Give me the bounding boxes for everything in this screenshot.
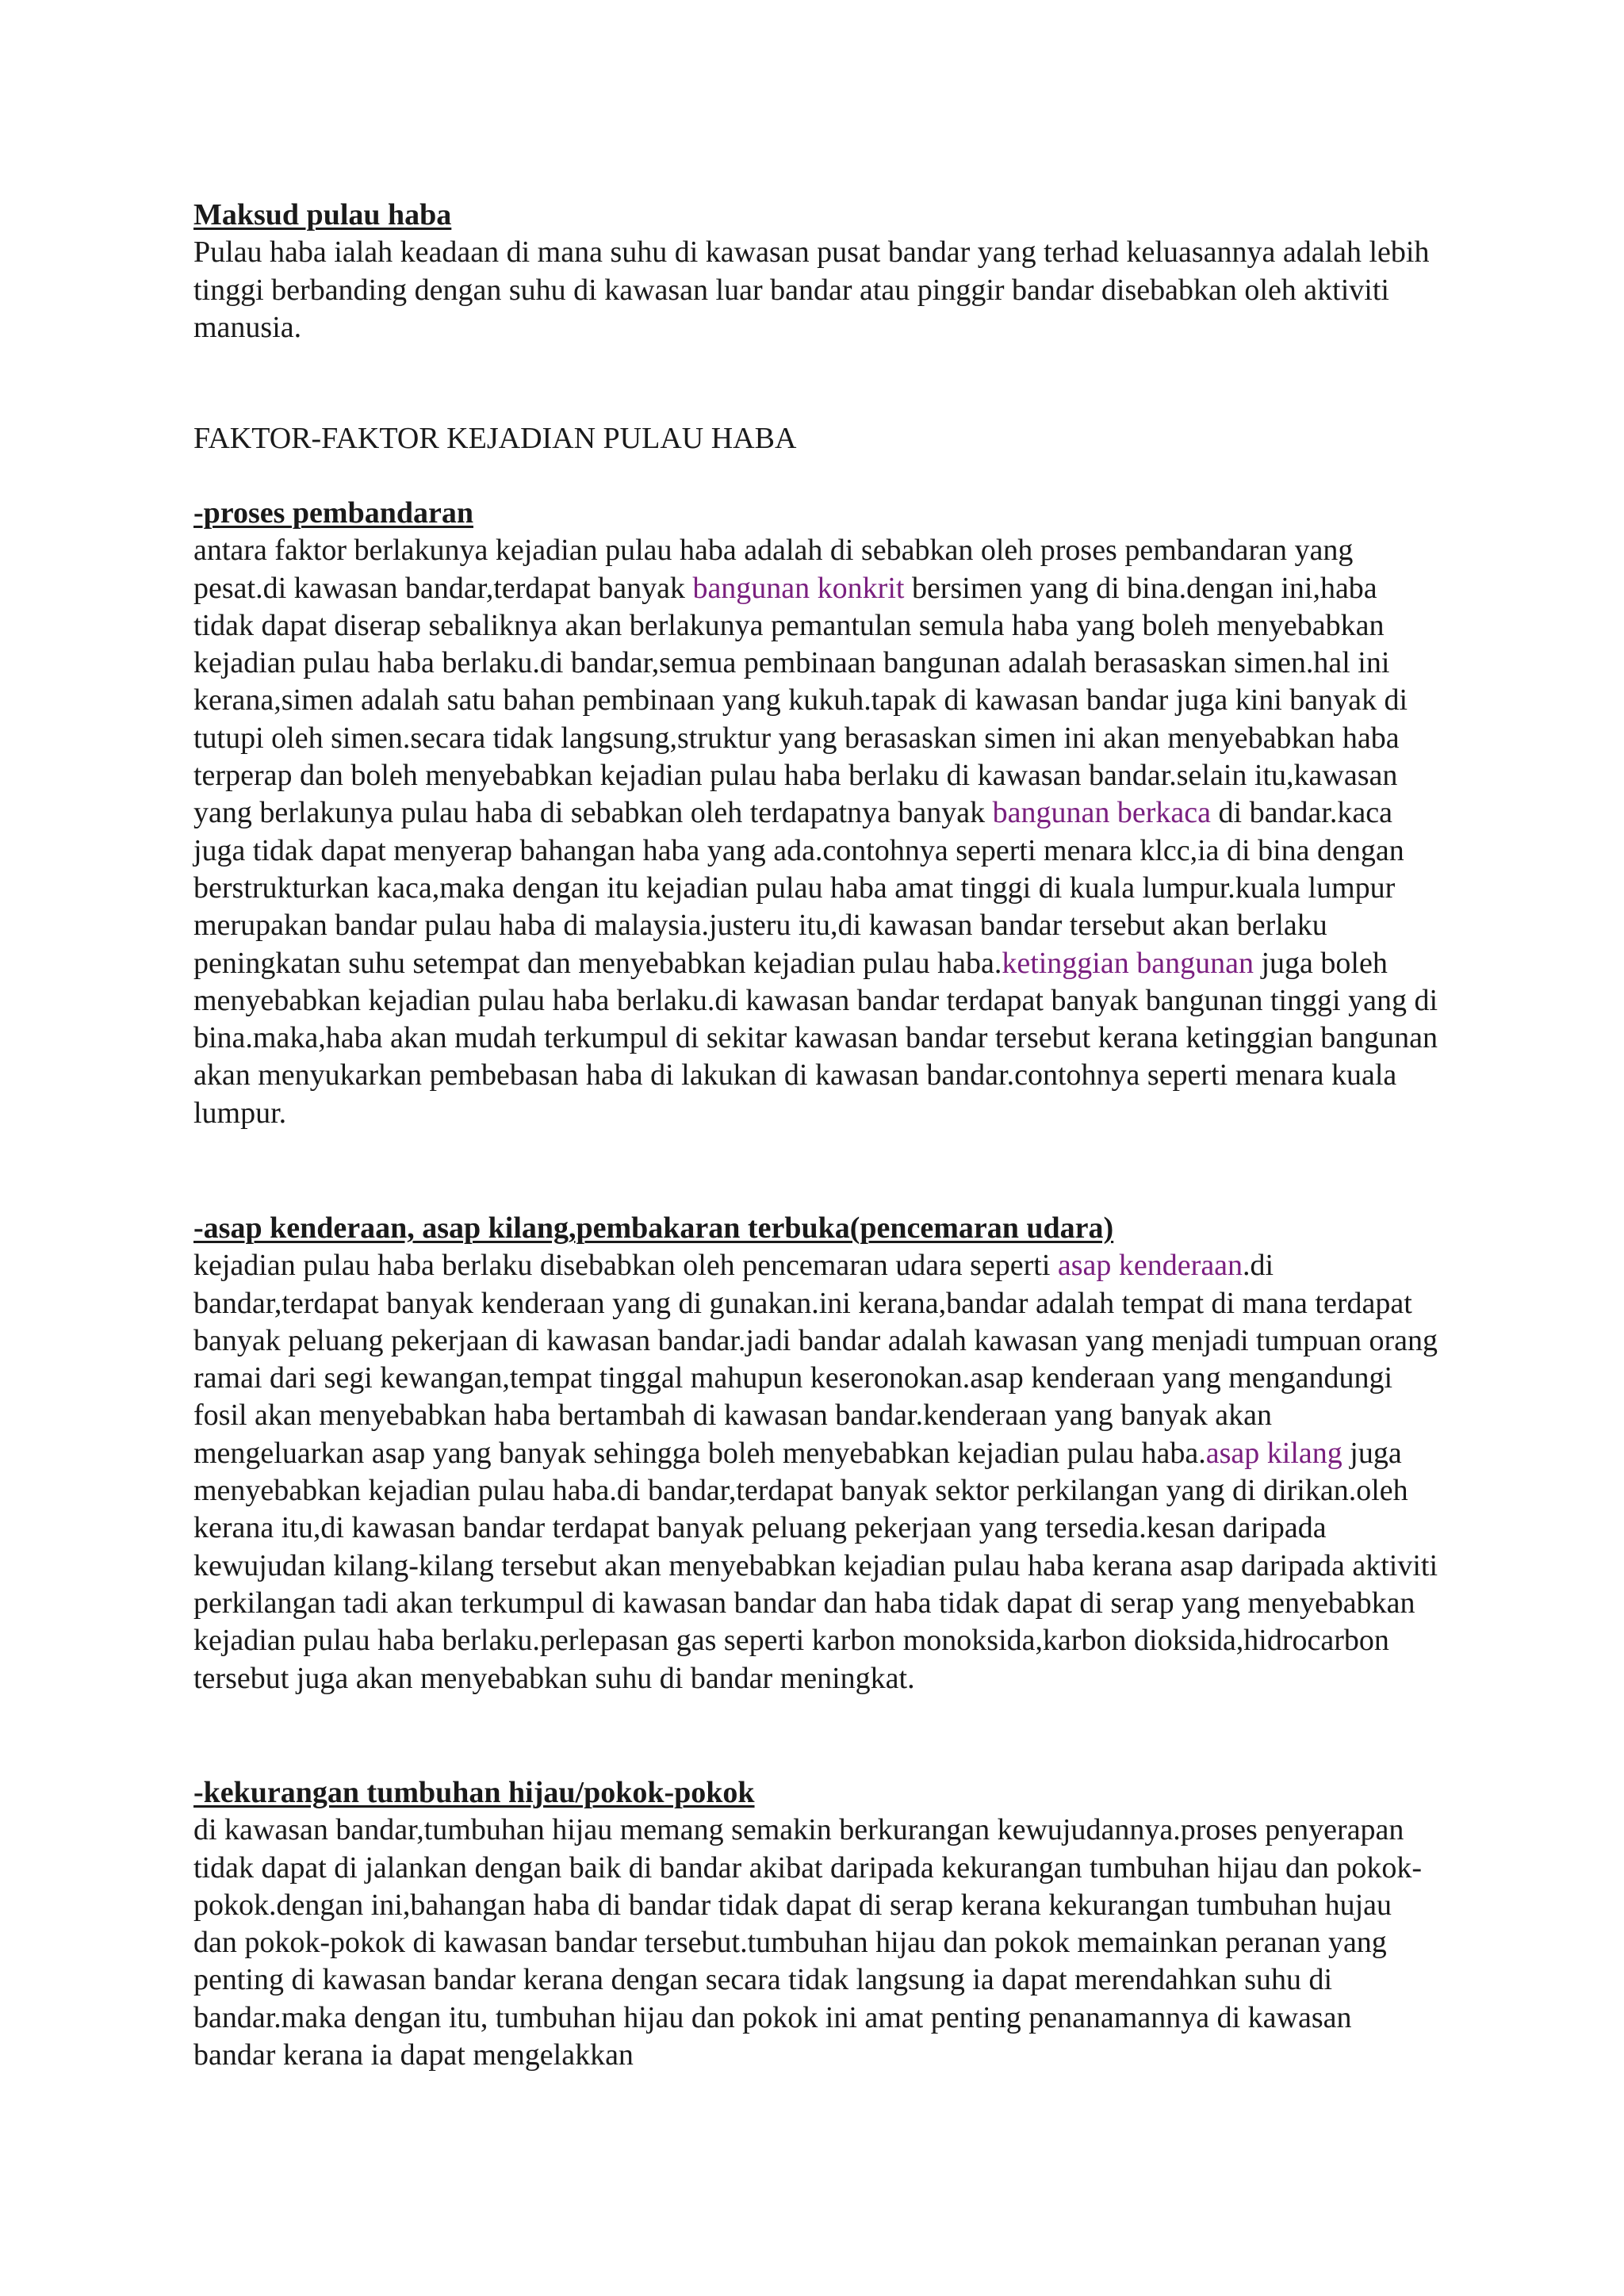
section-urbanization [193,495,1438,1132]
section-green-plants [193,1774,1438,2074]
text-run: di kawasan bandar,tumbuhan hijau memang semakin berkurangan kewujudannya.proses penyerapan tidak dapat di jalankan dengan baik di bandar akibat daripada kekurangan tumbuhan hijau dan pokok-pokok.dengan ini,bahangan haba di bandar tidak dapat di serap kerana kekurangan tumbuhan hujau dan pokok-pokok di kawasan bandar tersebut.tumbuhan hijau dan pokok memainkan peranan yang penting di kawasan bandar kerana dengan secara tidak langsung ia dapat merendahkan suhu di bandar.maka dengan itu, tumbuhan hijau dan pokok ini amat penting penanamannya di kawasan bandar kerana ia dapat mengelakkan [193,1813,1423,2072]
highlight-term: asap kilang [1205,1436,1342,1470]
text-run: bersimen yang di bina.dengan ini,haba tidak dapat diserap sebaliknya akan berlakunya pemantulan semula haba yang boleh menyebabkan kejadian pulau haba berlaku.di bandar,semua pembinaan bangunan adalah berasaskan simen.hal ini kerana,simen adalah satu bahan pembinaan yang kukuh.tapak di kawasan bandar juga kini banyak di tutupi oleh simen.secara tidak langsung,struktur yang berasaskan simen ini akan menyebabkan haba terperap dan boleh menyebabkan kejadian pulau haba berlaku di kawasan bandar.selain itu,kawasan yang berlakunya pulau haba di sebabkan oleh terdapatnya banyak [193,571,1408,830]
intro-section [193,197,1438,346]
section-heading: -kekurangan tumbuhan hijau/pokok-pokok [193,1776,755,1809]
section-paragraph [193,532,1438,1132]
highlight-term: ketinggian bangunan [1002,946,1254,980]
section-paragraph [193,1812,1438,2074]
text-run: antara faktor berlakunya kejadian pulau haba adalah di sebabkan oleh proses pembandaran yang pesat.di kawasan bandar,terdapat banyak [193,534,1354,605]
section-paragraph [193,1247,1438,1697]
text-run: kejadian pulau haba berlaku disebabkan oleh pencemaran udara seperti [193,1249,1058,1283]
text-run: di bandar.kaca juga tidak dapat menyerap bahangan haba yang ada.contohnya seperti menara klcc,ia di bina dengan berstrukturkan kaca,maka dengan itu kejadian pulau haba amat tinggi di kuala lumpur.kuala lumpur merupakan bandar pulau haba di malaysia.justeru itu,di kawasan bandar tersebut akan berlaku peningkatan suhu setempat dan menyebabkan kejadian pulau haba. [193,796,1404,980]
intro-heading: Maksud pulau haba [193,198,452,232]
section-heading: -proses pembandaran [193,496,473,530]
section-air-pollution [193,1210,1438,1697]
highlight-term: bangunan berkaca [992,796,1212,830]
text-run: juga boleh menyebabkan kejadian pulau haba berlaku.di kawasan bandar terdapat banyak bangunan tinggi yang di bina.maka,haba akan mudah terkumpul di sekitar kawasan bandar tersebut kerana ketinggian bangunan akan menyukarkan pembebasan haba di lakukan di kawasan bandar.contohnya seperti menara kuala lumpur. [193,946,1438,1130]
highlight-term: asap kenderaan [1057,1249,1243,1283]
text-run: .di bandar,terdapat banyak kenderaan yang di gunakan.ini kerana,bandar adalah tempat di mana terdapat banyak peluang pekerjaan di kawasan bandar.jadi bandar adalah kawasan yang menjadi tumpuan orang ramai dari segi kewangan,tempat tinggal mahupun keseronokan.asap kenderaan yang mengandungi fosil akan menyebabkan haba bertambah di kawasan bandar.kenderaan yang banyak akan mengeluarkan asap yang banyak sehingga boleh menyebabkan kejadian pulau haba. [193,1249,1438,1470]
text-run: juga menyebabkan kejadian pulau haba.di bandar,terdapat banyak sektor perkilangan yang di dirikan.oleh kerana itu,di kawasan bandar terdapat banyak peluang pekerjaan yang tersedia.kesan daripada kewujudan kilang-kilang tersebut akan menyebabkan kejadian pulau haba kerana asap daripada aktiviti perkilangan tadi akan terkumpul di kawasan bandar dan haba tidak dapat di serap yang menyebabkan kejadian pulau haba berlaku.perlepasan gas seperti karbon monoksida,karbon dioksida,hidrocarbon tersebut juga akan menyebabkan suhu di bandar meningkat. [193,1436,1438,1695]
section-heading: -asap kenderaan, asap kilang,pembakaran terbuka(pencemaran udara) [193,1211,1114,1245]
highlight-term: bangunan konkrit [692,571,905,605]
factors-title: FAKTOR-FAKTOR KEJADIAN PULAU HABA [193,422,797,455]
intro-paragraph: Pulau haba ialah keadaan di mana suhu di kawasan pusat bandar yang terhad keluasannya adalah lebih tinggi berbanding dengan suhu di kawasan luar bandar atau pinggir bandar disebabkan oleh aktiviti manusia. [193,235,1430,344]
